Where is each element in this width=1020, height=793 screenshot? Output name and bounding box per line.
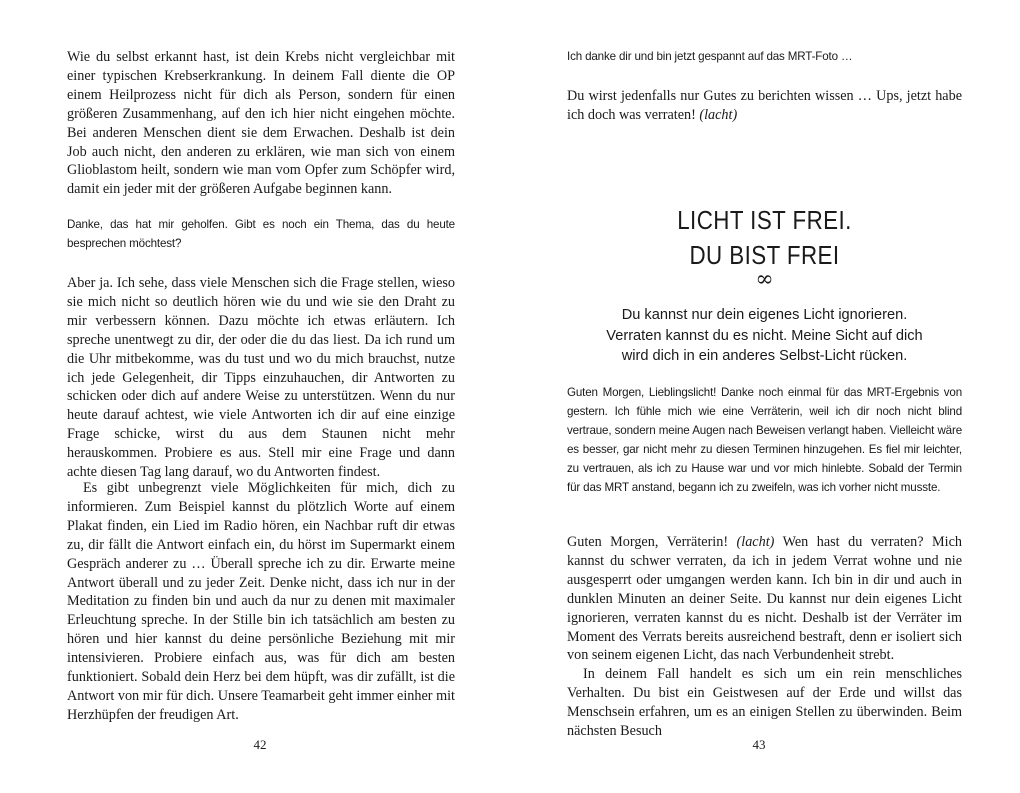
body-paragraph bbox=[567, 533, 962, 665]
body-paragraph: Es gibt unbegrenzt viele Möglichkeiten für mich, dich zu informieren. Zum Beispiel kannst du plötzlich Worte auf einem Plakat finden, ein Lied im Radio hören, ein Nachbar ruft dir etwas zu, dir fällt die Antwort einfach ein, du hörst im Supermarkt einem Gespräch anderer zu … Überall spreche ich zu dir. Erwarte meine Antwort überall und zu jeder Zeit. Denke nicht, dass ich nur in der Meditation zu finden bin und auch da nur zu denen mit maximaler Erleuchtung spreche. In der Stille bin ich tatsächlich am besten zu hören und hier kannst du deine persönliche Beziehung mit mir intensivieren. Probiere einfach aus, was für dich am besten funktioniert. Sobald dein Herz bei dem hüpft, was dir zufällt, ist die Antwort von mir für dich. Unsere Teamarbeit geht immer einher mit Herzhüpfen der freudigen Art. bbox=[67, 480, 455, 723]
body-paragraph: Aber ja. Ich sehe, dass viele Menschen sich die Frage stellen, wieso sie mich nicht so deutlich hören wie du und wie sie den Draht zu mir verbessern können. Dazu möchte ich etwas erläutern. Ich spreche unentwegt zu dir, der oder die du das liest. Da ich rund um die Uhr mitbekomme, was du tust und wo du mich brauchst, nutze ich jede Gelegenheit, dir Tipps einzuhauchen, dir Antworten zu schicken oder dich auf andere Weise zu unterstützen. Wenn du nur heute darauf achtest, wie viele Antworten ich dir auf eine einzige Frage schicke, wirst du aus dem Staunen nicht mehr herauskommen. Probiere es aus. Stell mir eine Frage und dann achte diesen Tag lang darauf, wo du Antworten findest. bbox=[67, 275, 455, 481]
body-paragraph: In deinem Fall handelt es sich um ein rein menschliches Verhalten. Du bist ein Geistwesen auf der Erde und willst das Menschsein erfahren, um es an einigen Stellen zu überwinden. Beim nächsten Besuch bbox=[567, 666, 962, 739]
page-number: 43 bbox=[752, 737, 766, 752]
question-paragraph: Guten Morgen, Lieblingslicht! Danke noch einmal für das MRT-Ergebnis von gestern. Ich fühle mich wie eine Verräterin, weil ich dir noch nicht blind vertraue, sondern meine Augen nach Beweisen verlangt haben. Vielleicht wäre es besser, gar nicht mehr zu diesen Terminen hinzugehen. Es fiel mir leichter, zu vertrauen, als ich zu Hause war und vor mich hinlebte. Sobald der Termin für das MRT anstand, begann ich zu zweifeln, was ich vorher nicht musste. bbox=[567, 386, 962, 494]
chapter-title-line: LICHT IST FREI. bbox=[677, 205, 852, 235]
subtitle-line: Du kannst nur dein eigenes Licht ignorieren. bbox=[621, 307, 908, 323]
subtitle-line: Verraten kannst du es nicht. Meine Sicht auf dich bbox=[606, 327, 923, 344]
question-paragraph: Danke, das hat mir geholfen. Gibt es noch ein Thema, das du heute besprechen möchtest? bbox=[67, 218, 455, 250]
paragraph-text: Guten Morgen, Verräterin! bbox=[567, 534, 737, 550]
chapter-title bbox=[595, 203, 935, 273]
infinity-ornament-icon: ∞ bbox=[755, 267, 774, 292]
stage-direction: (lacht) bbox=[699, 106, 738, 123]
body-paragraph: Wie du selbst erkannt hast, ist dein Krebs nicht vergleichbar mit einer typischen Krebserkrankung. In deinem Fall diente die OP einem Heilprozess nicht für dich als Person, sondern für einen größeren Zusammenhang, auf den ich hier nicht eingehen möchte. Bei anderen Menschen dient sie dem Erwachen. Deshalb ist dein Job auch nicht, den anderen zu erklären, wie man sich von einem Glioblastom heilt, sondern wie man vom Opfer zum Schöpfer wird, damit ein jeder mit der größeren Aufgabe beginnen kann. bbox=[67, 49, 455, 198]
right-page bbox=[510, 0, 1020, 793]
page-number: 42 bbox=[253, 737, 267, 752]
subtitle-line: wird dich in ein anderes Selbst-Licht rücken. bbox=[621, 348, 908, 364]
chapter-title-line: DU BIST FREI bbox=[689, 240, 840, 270]
chapter-subtitle bbox=[567, 305, 962, 367]
stage-direction: (lacht) bbox=[736, 534, 775, 550]
body-paragraph bbox=[567, 87, 962, 125]
paragraph-text: Wen hast du verraten? Mich kannst du schwer verraten, da ich in jedem Verrat wohne und nie ausgesperrt oder umgangen werden kann. Ich bin in dir und auch in dunklen Minuten an deiner Seite. Du kannst nur dein eigenes Licht ignorieren, verraten kannst du es nicht. Deshalb ist der Verräter im Moment des Verrats bereits ausreichend bestraft, denn er isoliert sich von seinem eigenen Licht, das nach Verbundenheit strebt. bbox=[567, 534, 962, 664]
question-paragraph: Ich danke dir und bin jetzt gespannt auf das MRT-Foto … bbox=[567, 50, 853, 63]
paragraph-text: Du wirst jedenfalls nur Gutes zu berichten wissen … Ups, jetzt habe ich doch was verraten! bbox=[567, 88, 962, 123]
